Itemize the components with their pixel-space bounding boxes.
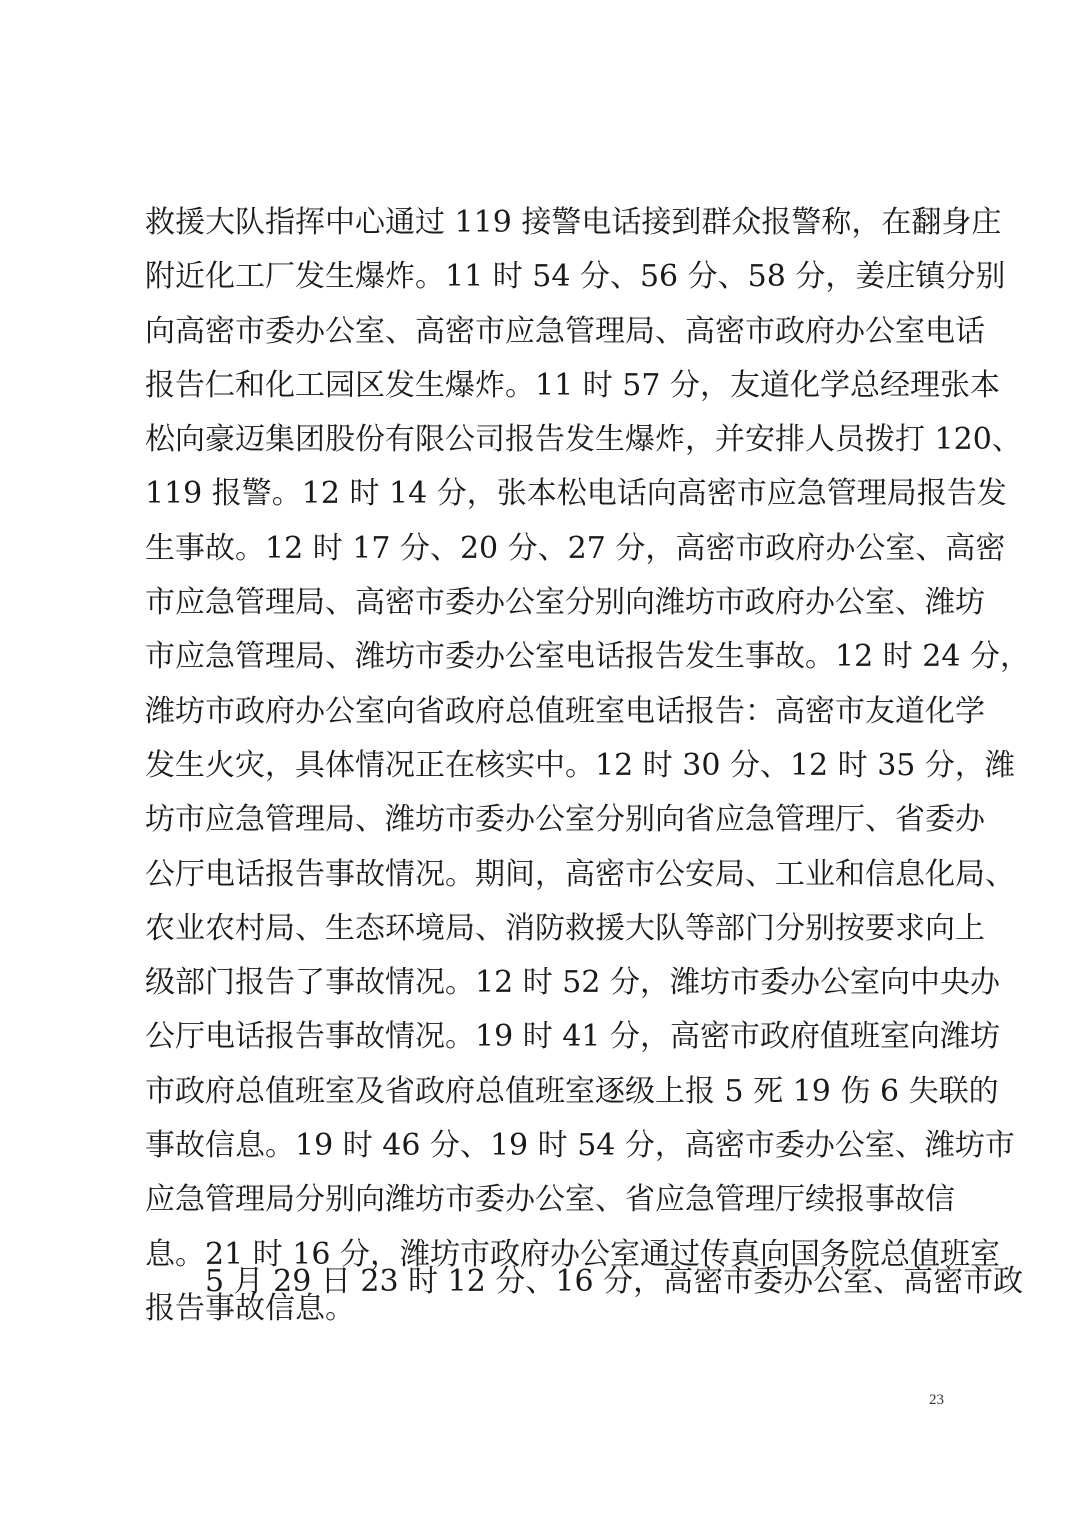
text-line: 市政府总值班室及省政府总值班室逐级上报 5 死 19 伤 6 失联的 <box>145 1073 999 1109</box>
paragraph-2 <box>145 1255 1024 1309</box>
page-number: 23 <box>929 1392 944 1408</box>
text-line: 向高密市委办公室、高密市应急管理局、高密市政府办公室电话 <box>145 313 985 349</box>
paragraph-1 <box>145 196 1030 1336</box>
text-line: 生事故。12 时 17 分、20 分、27 分，高密市政府办公室、高密 <box>145 530 1006 566</box>
text-line: 应急管理局分别向潍坊市委办公室、省应急管理厅续报事故信 <box>145 1182 955 1218</box>
text-line: 事故信息。19 时 46 分、19 时 54 分，高密市委办公室、潍坊市 <box>145 1128 1015 1164</box>
text-line: 级部门报告了事故情况。12 时 52 分，潍坊市委办公室向中央办 <box>145 965 1000 1001</box>
text-line: 发生火灾，具体情况正在核实中。12 时 30 分、12 时 35 分，潍 <box>145 747 1015 783</box>
text-line: 松向豪迈集团股份有限公司报告发生爆炸，并安排人员拨打 120、 <box>145 422 1022 458</box>
text-line: 报告事故信息。 <box>145 1290 355 1326</box>
text-line: 报告仁和化工园区发生爆炸。11 时 57 分，友道化学总经理张本 <box>145 367 1000 403</box>
text-line: 公厅电话报告事故情况。期间，高密市公安局、工业和信息化局、 <box>145 856 1015 892</box>
text-line: 119 报警。12 时 14 分，张本松电话向高密市应急管理局报告发 <box>145 476 1007 512</box>
text-line: 公厅电话报告事故情况。19 时 41 分，高密市政府值班室向潍坊 <box>145 1019 1000 1055</box>
text-line: 息。21 时 16 分，潍坊市政府办公室通过传真向国务院总值班室 <box>145 1236 1000 1272</box>
text-line: 5 月 29 日 23 时 12 分、16 分，高密市委办公室、高密市政 <box>205 1264 1024 1299</box>
text-line: 市应急管理局、高密市委办公室分别向潍坊市政府办公室、潍坊 <box>145 585 985 621</box>
text-line: 农业农村局、生态环境局、消防救援大队等部门分别按要求向上 <box>145 910 985 946</box>
text-line: 附近化工厂发生爆炸。11 时 54 分、56 分、58 分，姜庄镇分别 <box>145 259 1006 295</box>
text-line: 救援大队指挥中心通过 119 接警电话接到群众报警称，在翻身庄 <box>145 205 1002 240</box>
text-line: 坊市应急管理局、潍坊市委办公室分别向省应急管理厅、省委办 <box>145 802 985 838</box>
text-line: 潍坊市政府办公室向省政府总值班室电话报告：高密市友道化学 <box>145 693 985 729</box>
text-line: 市应急管理局、潍坊市委办公室电话报告发生事故。12 时 24 分， <box>145 639 1030 675</box>
